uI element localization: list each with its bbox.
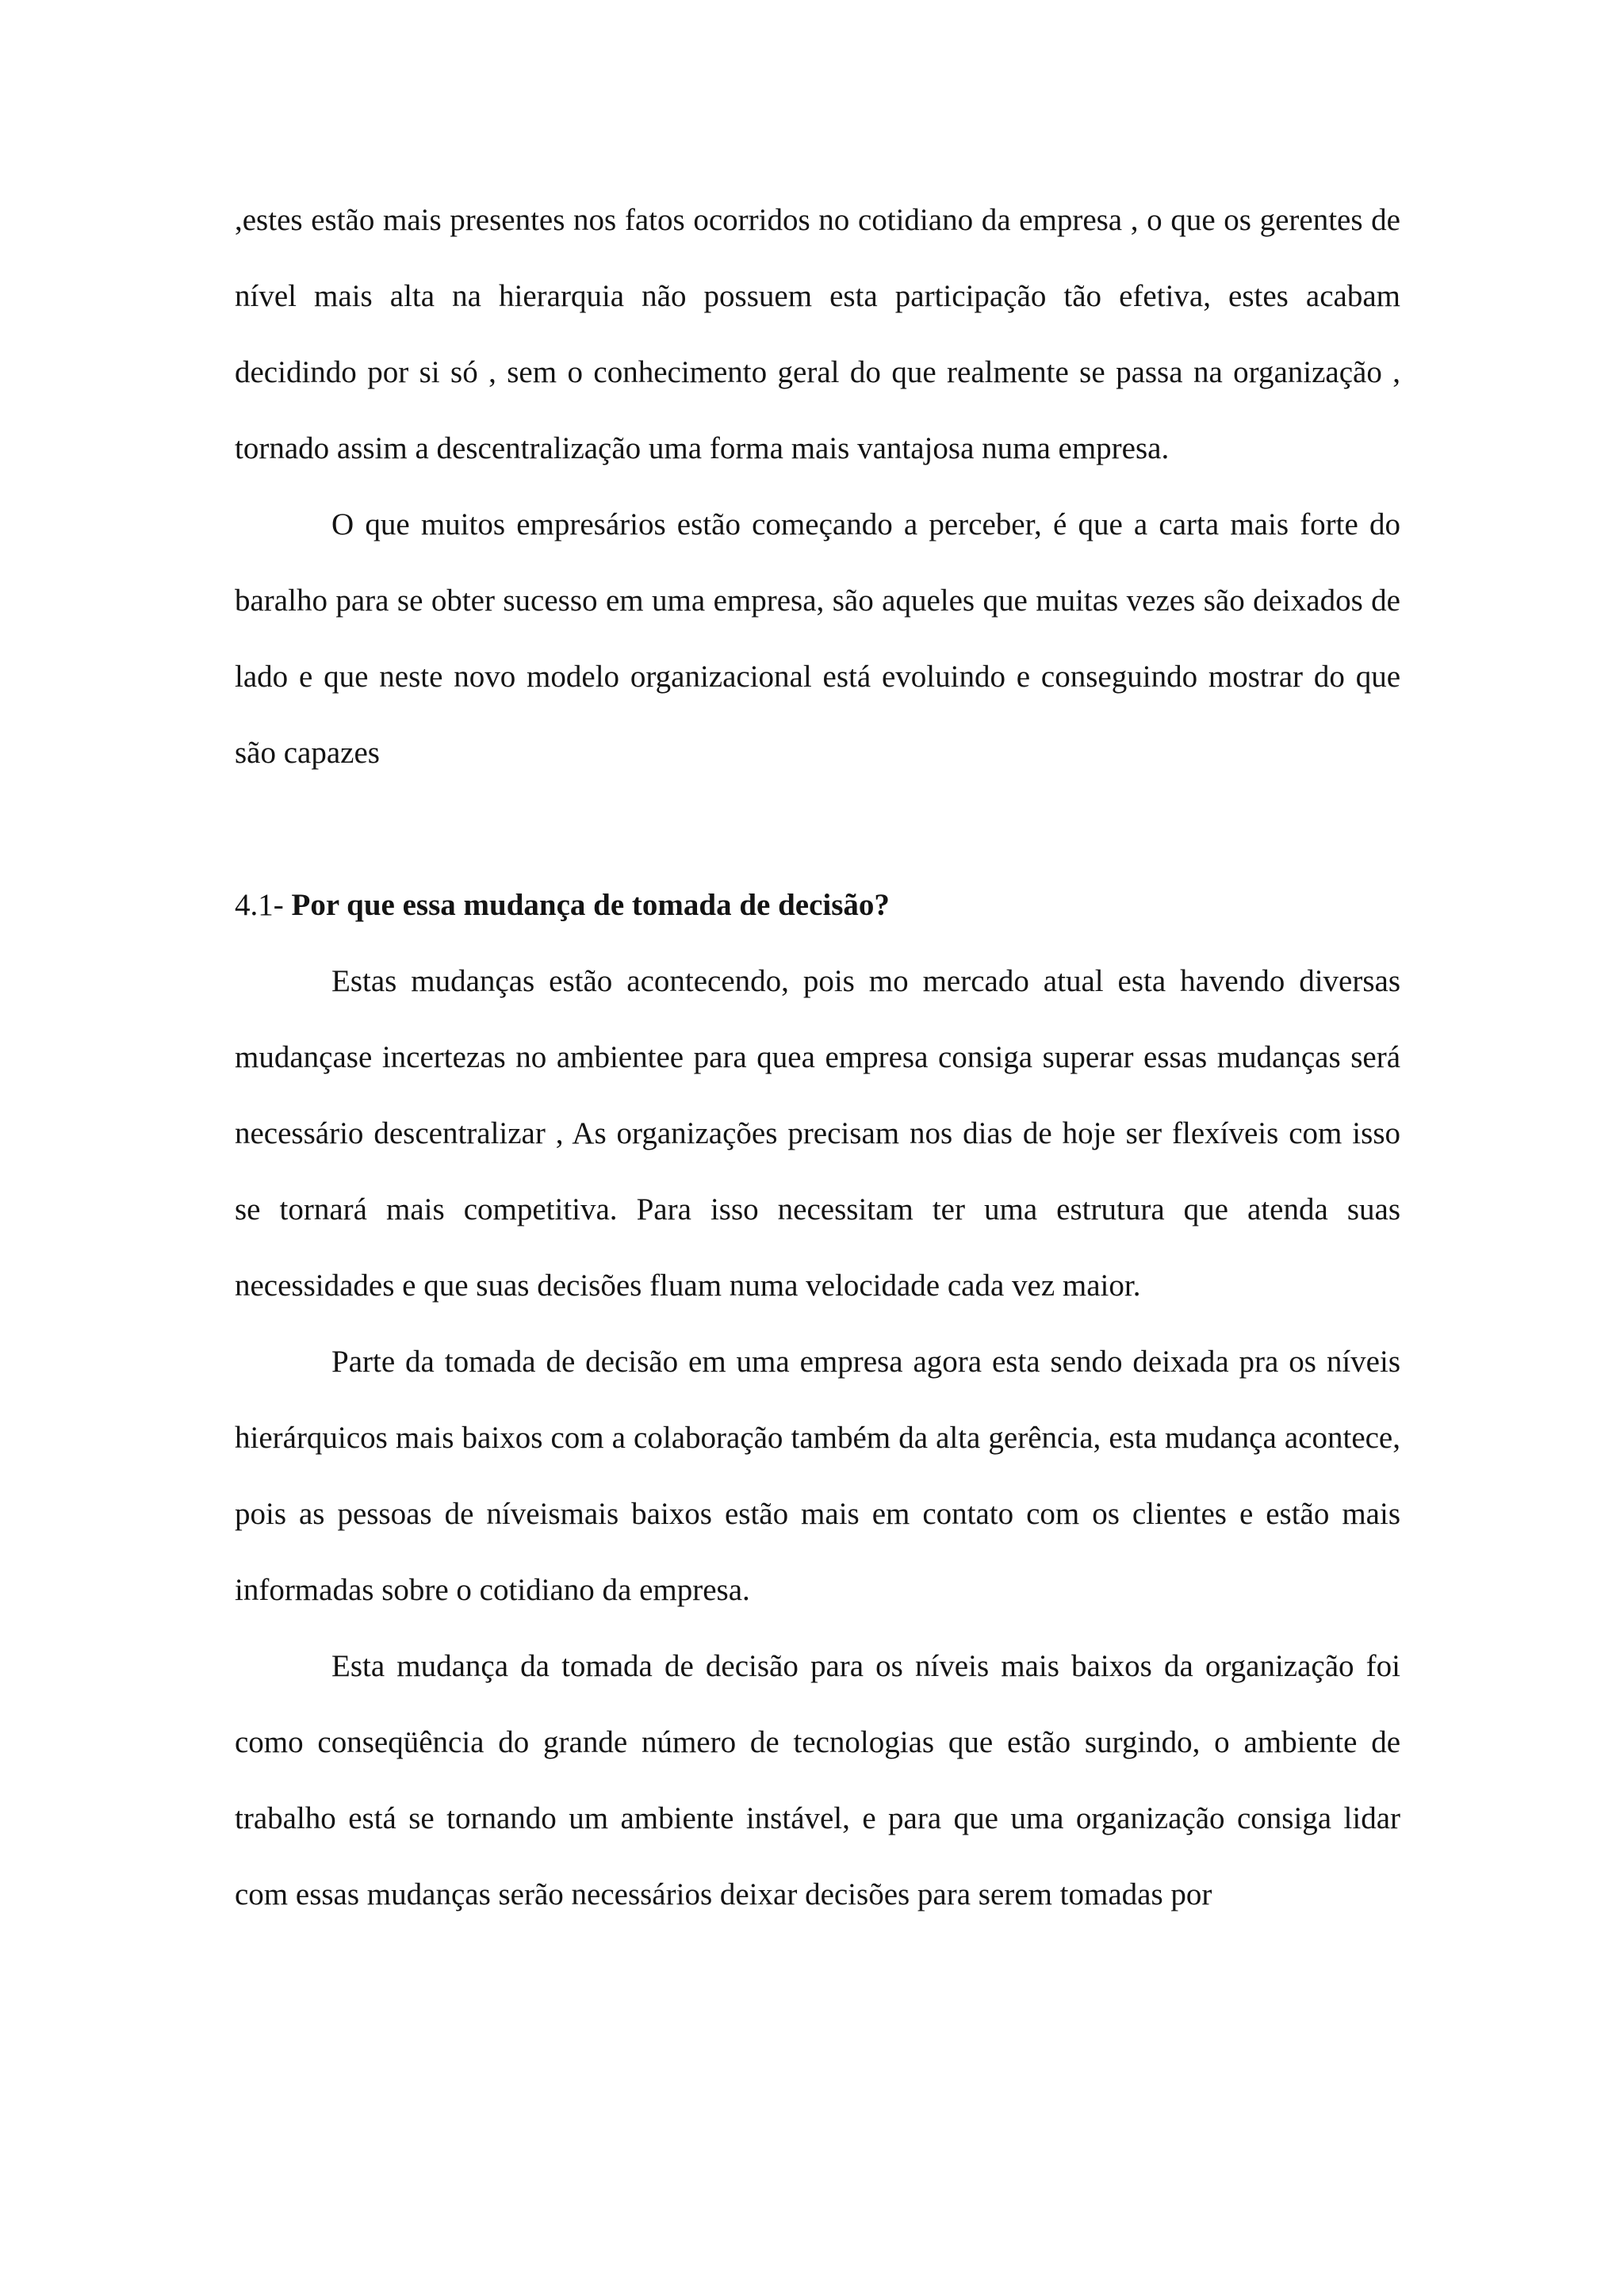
document-body: [235, 182, 1400, 1933]
paragraph-technologies: Esta mudança da tomada de decisão para os níveis mais baixos da organização foi como conseqüência do grande número de tecnologias que estão surgindo, o ambiente de trabalho está se tornando um ambiente instável, e para que uma organização consiga lidar com essas mudanças serão necessários deixar decisões para serem tomadas por: [235, 1649, 1400, 1911]
section-title: Por que essa mudança de tomada de decisão?: [291, 888, 890, 922]
section-heading: [235, 867, 1400, 943]
paragraph-entrepreneurs: O que muitos empresários estão começando a perceber, é que a carta mais forte do baralho para se obter sucesso em uma empresa, são aqueles que muitas vezes são deixados de lado e que neste novo modelo organizacional está evoluindo e conseguindo mostrar do que são capazes: [235, 507, 1400, 770]
paragraph-changes: Estas mudanças estão acontecendo, pois mo mercado atual esta havendo diversas mudançase incertezas no ambientee para quea empresa consiga superar essas mudanças será necessário descentralizar , As organizações precisam nos dias de hoje ser flexíveis com isso se tornará mais competitiva. Para isso necessitam ter uma estrutura que atenda suas necessidades e que suas decisões fluam numa velocidade cada vez maior.: [235, 964, 1400, 1303]
paragraph-continuation: ,estes estão mais presentes nos fatos ocorridos no cotidiano da empresa , o que os gerentes de nível mais alta na hierarquia não possuem esta participação tão efetiva, estes acabam decidindo por si só , sem o conhecimento geral do que realmente se passa na organização , tornado assim a descentralização uma forma mais vantajosa numa empresa.: [235, 203, 1400, 465]
section-number: 4.1-: [235, 888, 284, 922]
paragraph-decision-levels: Parte da tomada de decisão em uma empresa agora esta sendo deixada pra os níveis hierárquicos mais baixos com a colaboração também da alta gerência, esta mudança acontece, pois as pessoas de níveismais baixos estão mais em contato com os clientes e estão mais informadas sobre o cotidiano da empresa.: [235, 1345, 1400, 1607]
